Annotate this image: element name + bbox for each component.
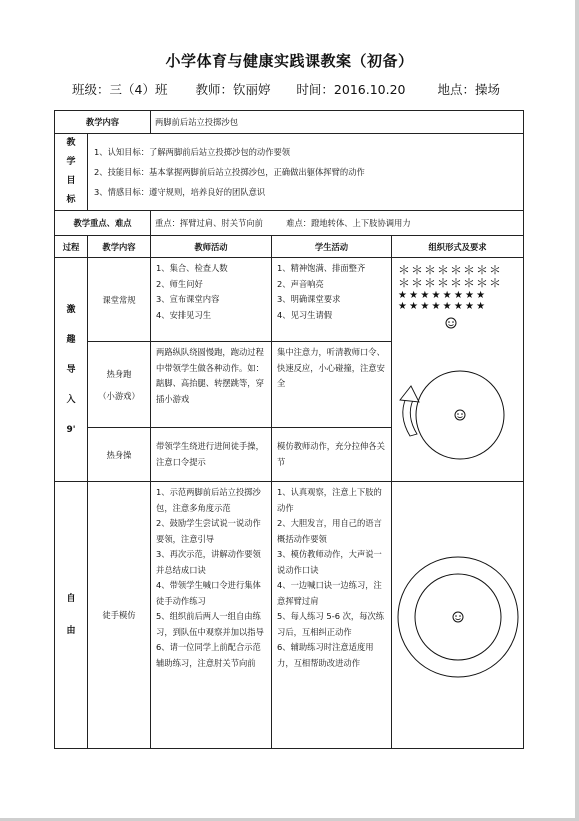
routine-teacher-activity: 1、集合、检查人数 2、师生问好 3、宣布课堂内容 4、安排见习生 [151, 258, 272, 342]
goal-item: 3、情感目标：遵守规则，培养良好的团队意识 [94, 187, 266, 197]
warmup-run-content: 热身跑 （小游戏） [88, 342, 151, 428]
key-points-value [151, 211, 524, 236]
col-header-organization: 组织形式及要求 [392, 236, 524, 258]
student-row-stars: ★★★★★★★★ [398, 301, 488, 312]
content-row-value: 两脚前后站立投掷沙包 [151, 111, 524, 134]
warmup-run-teacher-activity: 两路纵队绕圆慢跑，跑动过程中带领学生做各种动作。如：踮脚、高抬腿、转摆跳等，穿插小游戏 [151, 342, 272, 428]
difficult-point: 难点：蹬地转体、上下肢协调用力 [286, 218, 411, 228]
key-points-row [55, 211, 524, 236]
key-point: 重点：挥臂过肩、肘关节向前 [155, 218, 263, 228]
goal-item: 2、技能目标：基本掌握两脚前后站立投掷沙包，正确做出躯体挥臂的动作 [94, 167, 365, 177]
col-header-process: 过程 [55, 236, 88, 258]
goals-list [88, 134, 524, 211]
time-label: 时间：2016.10.20 [296, 82, 406, 97]
goal-item: 1、认知目标：了解两脚前后站立投掷沙包的动作要领 [94, 147, 291, 157]
running-track-circle [416, 371, 504, 459]
stage2-row [55, 482, 524, 749]
smiley-face-icon [455, 410, 465, 420]
stage2-student-activity: 1、认真观察，注意上下肢的动作 2、大胆发言，用自己的语言概括动作要领 3、模仿教师动作，大声说一说动作口诀 4、一边喊口诀一边练习，注意挥臂过肩 5、每人练习 5-6 次，每次练习后，互相纠正动作 6、辅助练习时注意适度用力，互相帮助改进动作 [272, 482, 392, 749]
routine-content: 课堂常规 [88, 258, 151, 342]
stage1-routine-row [55, 258, 524, 342]
class-label: 班级：三（4）班 [72, 82, 168, 97]
content-row-label: 教学内容 [55, 111, 151, 134]
student-row-stars: ★★★★★★★★ [398, 290, 488, 301]
warmup-exercise-student-activity: 模仿教师动作，充分拉伸各关节 [272, 428, 392, 482]
outer-circle [398, 557, 518, 677]
col-header-teacher: 教师活动 [151, 236, 272, 258]
student-row-asterisks: ＊＊＊＊＊＊＊＊ [398, 276, 503, 290]
stage2-content: 徒手模仿 [88, 482, 151, 749]
running-circle-diagram [392, 312, 522, 462]
student-row-asterisks: ＊＊＊＊＊＊＊＊ [398, 263, 503, 277]
col-header-content: 教学内容 [88, 236, 151, 258]
stage1-label: 激 趣 导 入 9' [55, 258, 88, 482]
goals-label: 教 学 目 标 [55, 134, 88, 211]
warmup-run-student-activity: 集中注意力，听清教师口令、快速反应，小心碰撞，注意安全 [272, 342, 392, 428]
inner-circle [415, 574, 501, 660]
lesson-plan-table [54, 110, 524, 749]
stage1-formation [392, 258, 524, 482]
practice-circle-diagram [393, 535, 523, 695]
lesson-info-line [72, 80, 500, 98]
teacher-label: 教师：钦丽婷 [195, 82, 271, 97]
col-header-student: 学生活动 [272, 236, 392, 258]
document-title: 小学体育与健康实践课教案（初备） [165, 52, 414, 70]
key-points-label: 教学重点、难点 [55, 211, 151, 236]
smiley-face-icon [453, 612, 463, 622]
smiley-face-icon [446, 318, 456, 328]
stage2-label: 自 由 [55, 482, 88, 749]
content-row [55, 111, 524, 134]
column-header-row [55, 236, 524, 258]
warmup-exercise-content: 热身操 [88, 428, 151, 482]
stage2-teacher-activity: 1、示范两脚前后站立投掷沙包，注意多角度示范 2、鼓励学生尝试说一说动作要领，注意引导 3、再次示范，讲解动作要领并总结成口诀 4、带领学生喊口令进行集体徒手动作练习 5、组织前后两人一组自由练习，到队伍中观察并加以指导 6、请一位同学上前配合示范辅助练习，注意肘关节向前 [151, 482, 272, 749]
routine-student-activity: 1、精神饱满、排面整齐 2、声音响亮 3、明确课堂要求 4、见习生请假 [272, 258, 392, 342]
stage2-formation [392, 482, 524, 749]
warmup-exercise-teacher-activity: 带领学生绕进行进间徒手操，注意口令提示 [151, 428, 272, 482]
place-label: 地点：操场 [437, 82, 500, 97]
goals-row [55, 134, 524, 211]
